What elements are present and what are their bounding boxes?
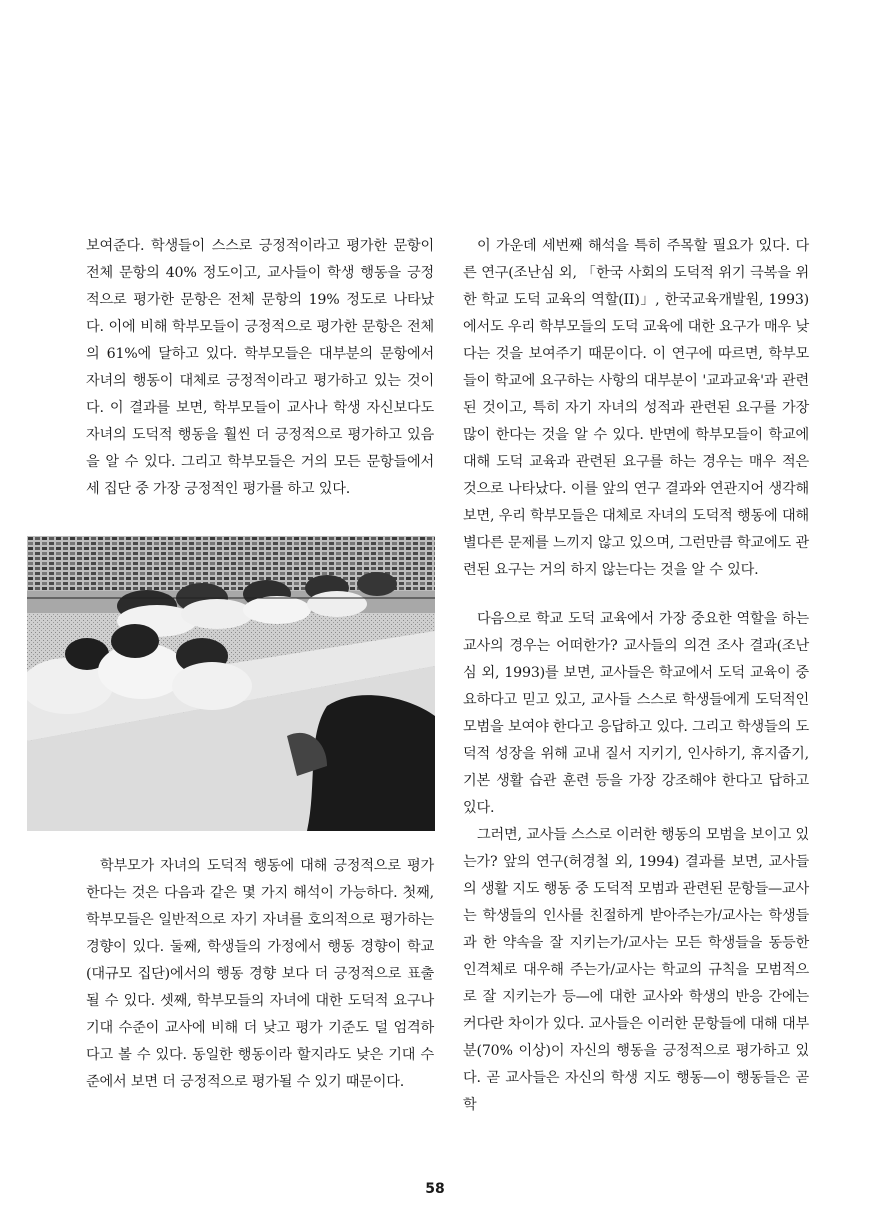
paragraph: 학부모가 자녀의 도덕적 행동에 대해 긍정적으로 평가한다는 것은 다음과 같은 몇 가지 해석이 가능하다. 첫째, 학부모들은 일반적으로 자기 자녀를 호의적으로 평가하는 경향이 있다. 둘째, 학생들의 가정에서 행동 경향이 학교(대규모 집단)에서의 행동 경향 보다 더 긍정적으로 표출될 수 있다. 셋째, 학부모들의 자녀에 대한 도덕적 요구나 기대 수준이 교사에 비해 더 낮고 평가 기준도 덜 엄격하다고 볼 수 있다. 동일한 행동이라 할지라도 낮은 기대 수준에서 보면 더 긍정적으로 평가될 수 있기 때문이다. — [86, 858, 434, 1090]
paragraph: 그러면, 교사들 스스로 이러한 행동의 모범을 보이고 있는가? 앞의 연구(허경철 외, 1994) 결과를 보면, 교사들의 생활 지도 행동 중 도덕적 모범과 관련된 문항들—교사는 학생들의 인사를 친절하게 받아주는가/교사는 학생들과 한 약속을 잘 지키는가/교사는 모든 학생들을 동등한 인격체로 대우해 주는가/교사는 학교의 규칙을 모범적으로 잘 지키는가 등—에 대한 교사와 학생의 반응 간에는 커다란 차이가 있다. 교사들은 이러한 문항들에 대해 대부분(70% 이상)이 자신의 행동을 긍정적으로 평가하고 있다. 곧 교사들은 자신의 학생 지도 행동—이 행동들은 곧 학 — [463, 827, 809, 1113]
left-column-bottom — [86, 853, 434, 1096]
right-column — [463, 233, 809, 1119]
paragraph: 이 가운데 세번째 해석을 특히 주목할 필요가 있다. 다른 연구(조난심 외, 「한국 사회의 도덕적 위기 극복을 위한 학교 도덕 교육의 역할(II)」, 한국교육개발원, 1993)에서도 우리 학부모들의 도덕 교육에 대한 요구가 매우 낮다는 것을 보여주기 때문이다. 이 연구에 따르면, 학부모들이 학교에 요구하는 사항의 대부분이 '교과교육'과 관련된 것이고, 특히 자기 자녀의 성적과 관련된 요구를 가장 많이 한다는 것을 알 수 있다. 반면에 학부모들이 학교에 대해 도덕 교육과 관련된 요구를 하는 경우는 매우 적은 것으로 나타났다. 이를 앞의 연구 결과와 연관지어 생각해 보면, 우리 학부모들은 대체로 자녀의 도덕적 행동에 대해 별다른 문제를 느끼지 않고 있으며, 그런만큼 학교에도 관련된 요구는 거의 하지 않는다는 것을 알 수 있다. — [463, 238, 809, 578]
paragraph-gap — [463, 584, 809, 606]
photo-students-bowing — [27, 536, 435, 831]
paragraph: 다음으로 학교 도덕 교육에서 가장 중요한 역할을 하는 교사의 경우는 어떠한가? 교사들의 의견 조사 결과(조난심 외, 1993)를 보면, 교사들은 학교에서 도덕 교육이 중요하다고 믿고 있고, 교사들 스스로 학생들에게 도덕적인 모범을 보여야 한다고 응답하고 있다. 그리고 학생들의 도덕적 성장을 위해 교내 질서 지키기, 인사하기, 휴지줍기, 기본 생활 습관 훈련 등을 가장 강조해야 한다고 답하고 있다. — [463, 611, 809, 816]
paragraph: 보여준다. 학생들이 스스로 긍정적이라고 평가한 문항이 전체 문항의 40% 정도이고, 교사들이 학생 행동을 긍정적으로 평가한 문항은 전체 문항의 19% 정도로 나타났다. 이에 비해 학부모들이 긍정적으로 평가한 문항은 전체의 61%에 달하고 있다. 학부모들은 대부분의 문항에서 자녀의 행동이 대체로 긍정적이라고 평가하고 있는 것이다. 이 결과를 보면, 학부모들이 교사나 학생 자신보다도 자녀의 도덕적 행동을 훨씬 더 긍정적으로 평가하고 있음을 알 수 있다. 그리고 학부모들은 거의 모든 문항들에서 세 집단 중 가장 긍정적인 평가를 하고 있다. — [86, 238, 434, 497]
page-number: 58 — [425, 1181, 445, 1197]
left-column-top — [86, 233, 434, 503]
